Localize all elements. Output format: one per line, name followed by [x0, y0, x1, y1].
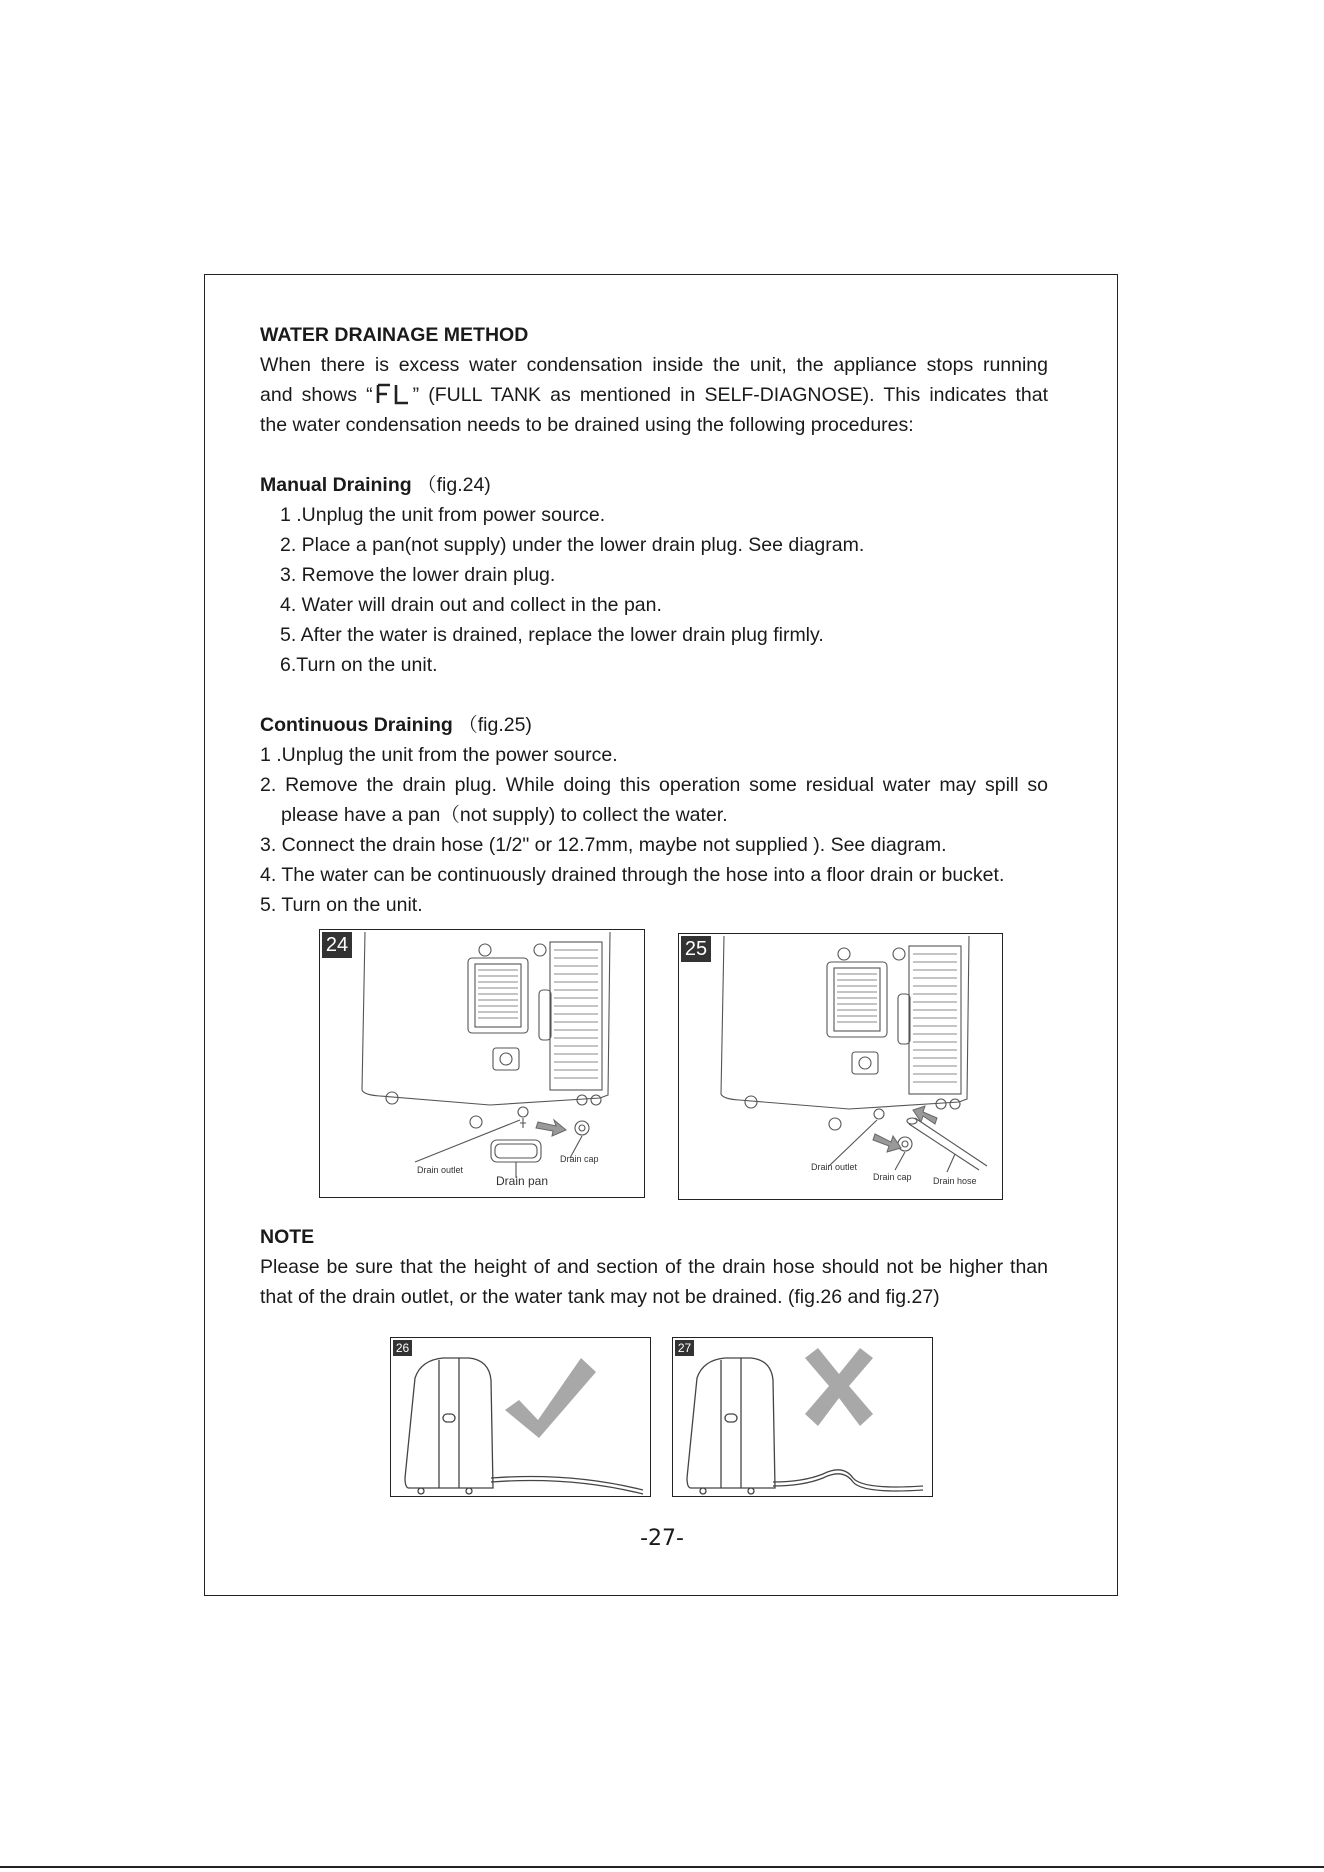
figure-27-incorrect-hose-position [672, 1337, 933, 1497]
manual-step-4: 4. Water will drain out and collect in the pan. [280, 594, 662, 616]
manual-step-6: 6.Turn on the unit. [280, 654, 438, 676]
continuous-step-5: 5. Turn on the unit. [260, 894, 423, 916]
intro-line-2 [260, 380, 1048, 410]
figure-25-illustration [679, 934, 1004, 1201]
intro-line-3: the water condensation needs to be drained using the following procedures: [260, 414, 914, 436]
intro-line-2-post: ” (FULL TANK as mentioned in SELF-DIAGNOSE). This indicates that [412, 384, 1048, 406]
manual-draining-fig-ref: （fig.24) [417, 474, 491, 496]
bottom-rule [0, 1866, 1324, 1868]
page-number: -27- [640, 1526, 684, 1551]
manual-step-5: 5. After the water is drained, replace the lower drain plug firmly. [280, 624, 824, 646]
figure-26-correct-hose-position [390, 1337, 651, 1497]
fig25-drain-outlet-label: Drain outlet [811, 1162, 858, 1172]
figure-27-illustration [673, 1338, 934, 1498]
note-line-2: that of the drain outlet, or the water tank may not be drained. (fig.26 and fig.27) [260, 1286, 940, 1308]
cross-icon [805, 1348, 873, 1426]
manual-step-1: 1 .Unplug the unit from power source. [280, 504, 606, 526]
ft-error-code-icon [374, 383, 412, 405]
note-line-1: Please be sure that the height of and section of the drain hose should not be higher than [260, 1256, 1048, 1278]
figure-24-manual-draining [319, 929, 645, 1198]
manual-draining-heading [260, 470, 491, 500]
figure-24-number-badge: 24 [322, 932, 352, 958]
section-title: WATER DRAINAGE METHOD [260, 324, 529, 346]
fig25-drain-hose-label: Drain hose [933, 1176, 977, 1186]
continuous-step-4: 4. The water can be continuously drained through the hose into a floor drain or bucket. [260, 864, 1005, 886]
figure-25-number-badge: 25 [681, 936, 711, 962]
fig24-drain-pan-label: Drain pan [496, 1174, 549, 1188]
continuous-draining-heading [260, 710, 532, 740]
continuous-step-1: 1 .Unplug the unit from the power source. [260, 744, 618, 766]
continuous-step-3: 3. Connect the drain hose (1/2" or 12.7mm, maybe not supplied ). See diagram. [260, 834, 947, 856]
manual-step-2: 2. Place a pan(not supply) under the lower drain plug. See diagram. [280, 534, 865, 556]
continuous-draining-fig-ref: （fig.25) [458, 714, 532, 736]
figure-26-number-badge: 26 [393, 1340, 412, 1356]
fig24-drain-outlet-label: Drain outlet [417, 1165, 464, 1175]
continuous-step-2: 2. Remove the drain plug. While doing this operation some residual water may spill so [260, 774, 1048, 796]
continuous-step-2-cont: please have a pan（not supply) to collect the water. [281, 804, 728, 826]
check-icon [505, 1358, 596, 1438]
note-title: NOTE [260, 1226, 315, 1248]
manual-draining-title: Manual Draining [260, 474, 412, 496]
fig24-drain-cap-label: Drain cap [560, 1154, 599, 1164]
figure-26-illustration [391, 1338, 652, 1498]
continuous-draining-title: Continuous Draining [260, 714, 453, 736]
figure-25-continuous-draining [678, 933, 1003, 1200]
fig25-drain-cap-label: Drain cap [873, 1172, 912, 1182]
intro-line-1: When there is excess water condensation inside the unit, the appliance stops running [260, 354, 1048, 376]
manual-step-3: 3. Remove the lower drain plug. [280, 564, 556, 586]
intro-line-2-pre: and shows “ [260, 384, 373, 406]
figure-27-number-badge: 27 [675, 1340, 694, 1356]
